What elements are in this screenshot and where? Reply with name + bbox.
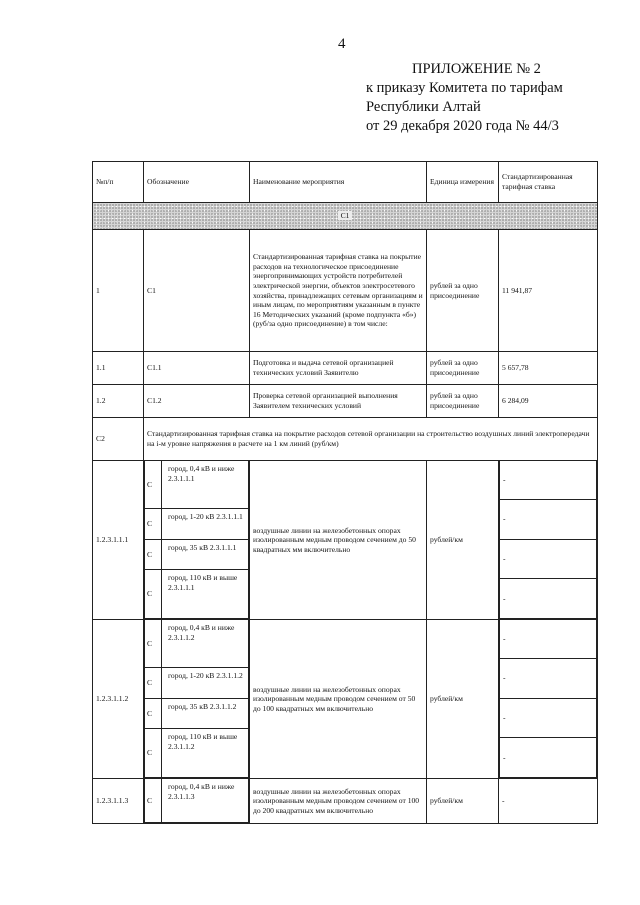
rate-cell xyxy=(499,461,598,620)
row-name: воздушные линии на железобетонных опорах изолированным медным проводом сечением от 100 до 200 квадратных мм включительно xyxy=(250,779,427,824)
list-item xyxy=(145,509,249,539)
section-c1-row xyxy=(93,203,598,230)
item-letter: С xyxy=(145,729,162,778)
row-code: С2 xyxy=(93,418,144,461)
order-reference: к приказу Комитета по тарифам xyxy=(366,80,563,96)
item-text: город, 110 кВ и выше 2.3.1.1.2 xyxy=(162,729,249,778)
item-text: город, 0,4 кВ и ниже 2.3.1.1.2 xyxy=(162,620,249,668)
row-description: Стандартизированная тарифная ставка на покрытие расходов сетевой организации на строительство воздушных линий электропередачи на i-м уровне напряжения в расчете на 1 км линий (руб/км) xyxy=(144,418,598,461)
table-row xyxy=(93,620,598,779)
section-c1-label: С1 xyxy=(93,203,598,230)
item-text: город, 35 кВ 2.3.1.1.1 xyxy=(162,539,249,569)
row-unit: рублей/км xyxy=(427,620,499,779)
row-rate: 6 284,09 xyxy=(499,385,598,418)
item-letter: С xyxy=(145,570,162,619)
sub-items-cell xyxy=(144,620,250,779)
republic-name: Республики Алтай xyxy=(366,99,481,115)
row-code: С1.1 xyxy=(144,352,250,385)
table-row xyxy=(93,779,598,824)
row-num: 1.2.3.1.1.2 xyxy=(93,620,144,779)
row-unit: рублей за одно присоединение xyxy=(427,230,499,352)
item-text: город, 110 кВ и выше 2.3.1.1.1 xyxy=(162,570,249,619)
page-number: 4 xyxy=(338,36,346,52)
list-item xyxy=(145,620,249,668)
row-num: 1.1 xyxy=(93,352,144,385)
item-letter: С xyxy=(145,509,162,539)
table-row xyxy=(93,385,598,418)
item-letter: С xyxy=(145,539,162,569)
col-header-unit: Единица измерения xyxy=(427,162,499,203)
table-row xyxy=(93,418,598,461)
table-row xyxy=(93,352,598,385)
row-code: С1.2 xyxy=(144,385,250,418)
row-unit: рублей/км xyxy=(427,461,499,620)
row-name: Проверка сетевой организацией выполнения Заявителем технических условий xyxy=(250,385,427,418)
rate-value: - xyxy=(500,461,597,499)
row-rate: 11 941,87 xyxy=(499,230,598,352)
tariff-table xyxy=(92,161,598,824)
table-header-row xyxy=(93,162,598,203)
list-item xyxy=(145,779,249,823)
row-unit: рублей за одно присоединение xyxy=(427,352,499,385)
row-rate: 5 657,78 xyxy=(499,352,598,385)
col-header-code: Обозначение xyxy=(144,162,250,203)
row-num: 1.2 xyxy=(93,385,144,418)
item-text: город, 1-20 кВ 2.3.1.1.1 xyxy=(162,509,249,539)
list-item xyxy=(145,539,249,569)
rate-value: - xyxy=(500,698,597,738)
row-name: Подготовка и выдача сетевой организацией технических условий Заявителю xyxy=(250,352,427,385)
col-header-rate: Стандартизированная тарифная ставка xyxy=(499,162,598,203)
list-item xyxy=(145,698,249,728)
row-name: воздушные линии на железобетонных опорах изолированным медным проводом сечением от 50 до 100 квадратных мм включительно xyxy=(250,620,427,779)
rate-value: - xyxy=(500,539,597,579)
sub-items-cell xyxy=(144,779,250,824)
row-name: Стандартизированная тарифная ставка на покрытие расходов на технологическое присоединение энергопринимающих устройств потребителей электрической энергии, объектов электросетевого хозяйства, принадлежащих сетевым организациям и иным лицам, по мероприятиям указанным в пункте 16 Методических указаний (кроме подпункта «б») (руб/за одно присоединение) в том числе: xyxy=(250,230,427,352)
row-num: 1.2.3.1.1.1 xyxy=(93,461,144,620)
row-num: 1.2.3.1.1.3 xyxy=(93,779,144,824)
row-name: воздушные линии на железобетонных опорах изолированным медным проводом сечением до 50 квадратных мм включительно xyxy=(250,461,427,620)
list-item xyxy=(145,570,249,619)
col-header-name: Наименование мероприятия xyxy=(250,162,427,203)
item-letter: С xyxy=(145,461,162,509)
item-text: город, 35 кВ 2.3.1.1.2 xyxy=(162,698,249,728)
item-letter: С xyxy=(145,668,162,698)
rate-value: - xyxy=(500,658,597,698)
appendix-title: ПРИЛОЖЕНИЕ № 2 xyxy=(412,61,541,77)
col-header-num: №п/п xyxy=(93,162,144,203)
item-text: город, 0,4 кВ и ниже 2.3.1.1.1 xyxy=(162,461,249,509)
rate-value: - xyxy=(500,738,597,778)
item-text: город, 1-20 кВ 2.3.1.1.2 xyxy=(162,668,249,698)
rate-cell xyxy=(499,620,598,779)
document-header xyxy=(366,60,634,136)
order-date: от 29 декабря 2020 года № 44/3 xyxy=(366,118,559,134)
row-unit: рублей за одно присоединение xyxy=(427,385,499,418)
sub-items-cell xyxy=(144,461,250,620)
rate-value: - xyxy=(500,579,597,619)
list-item xyxy=(145,461,249,509)
list-item xyxy=(145,668,249,698)
item-text: город, 0,4 кВ и ниже 2.3.1.1.3 xyxy=(162,779,249,823)
item-letter: С xyxy=(145,779,162,823)
rate-value: - xyxy=(499,779,598,824)
list-item xyxy=(145,729,249,778)
rate-value: - xyxy=(500,499,597,539)
item-letter: С xyxy=(145,698,162,728)
rate-value: - xyxy=(500,620,597,658)
row-code: С1 xyxy=(144,230,250,352)
table-row xyxy=(93,230,598,352)
row-num: 1 xyxy=(93,230,144,352)
item-letter: С xyxy=(145,620,162,668)
row-unit: рублей/км xyxy=(427,779,499,824)
table-row xyxy=(93,461,598,620)
